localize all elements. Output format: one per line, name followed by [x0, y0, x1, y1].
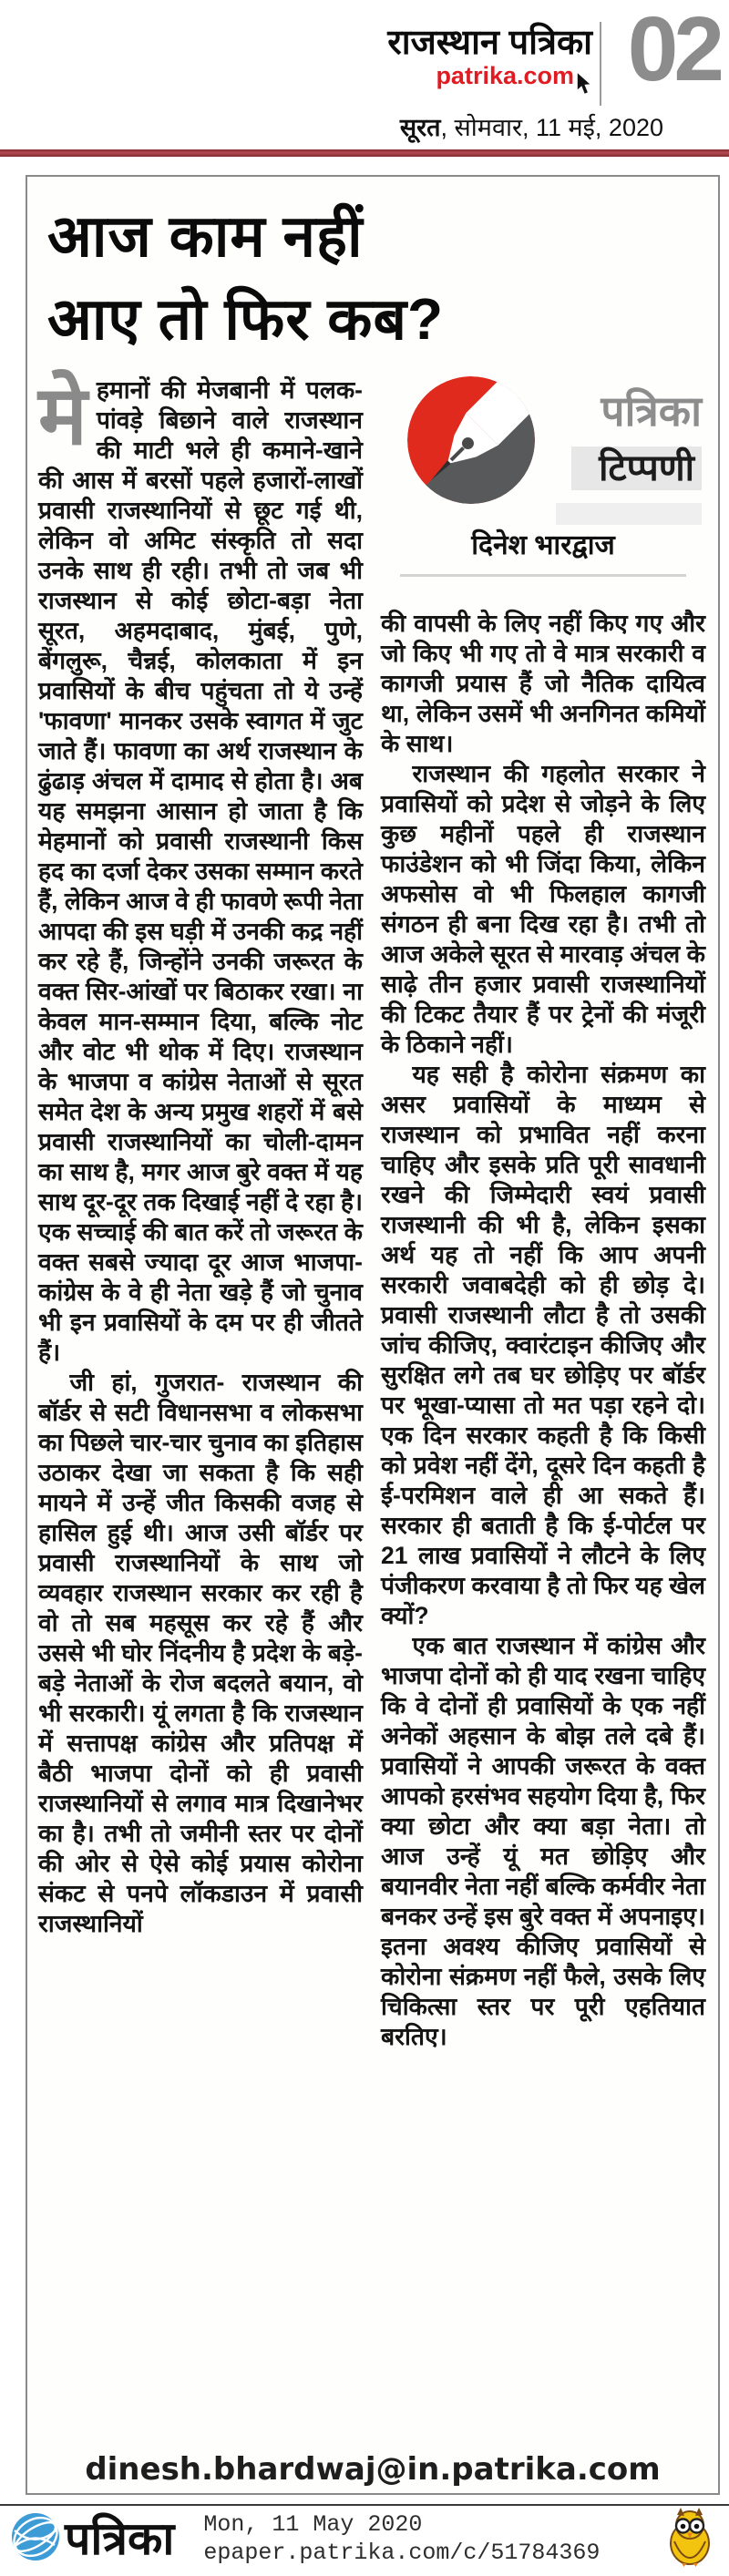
masthead-title: राजस्थान पत्रिका	[387, 24, 592, 62]
pen-nib-logo-icon	[406, 375, 536, 512]
article-headline	[47, 195, 705, 361]
footer-bar	[0, 2506, 729, 2571]
red-divider-rule	[0, 149, 729, 157]
kicker-label: टिप्पणी	[571, 446, 702, 490]
footer-brand-text: पत्रिका	[65, 2513, 175, 2564]
article-box	[26, 175, 720, 2495]
paragraph: राजस्थान की गहलोत सरकार ने प्रवासियों को प्रदेश से जोड़ने के लिए कुछ महीनों पहले ही राजस्थान फाउंडेशन को भी जिंदा किया, लेकिन अफसोस वो भी फिलहाल कागजी संगठन ही बना दिख रहा है। तभी तो आज अकेले सूरत से मारवाड़ अंचल के साढ़े तीन हजार प्रवासी राजस्थानियों की टिकट तैयार हैं पर ट्रेनों की मंजूरी के ठिकाने नहीं।	[381, 759, 705, 1058]
headline-line-2: आए तो फिर कब?	[47, 285, 445, 352]
kicker-brand: पत्रिका	[601, 386, 702, 435]
kicker-highlight-band	[556, 503, 702, 525]
footer-logo	[11, 2512, 174, 2566]
globe-icon	[11, 2512, 60, 2566]
article-columns	[38, 370, 705, 2052]
owl-mascot-icon	[663, 2507, 716, 2571]
nameplate	[387, 26, 592, 99]
dateline-rest: , सोमवार, 11 मई, 2020	[440, 114, 663, 141]
article-column-2	[381, 375, 705, 2052]
column-kicker	[381, 375, 705, 601]
paragraph: यह सही है कोरोना संक्रमण का असर प्रवासियों के माध्यम से राजस्थान को प्रभावित नहीं करना चाहिए और इसके प्रति पूरी सावधानी रखने की जिम्मेदारी स्वयं प्रवासी राजस्थानी की भी है, लेकिन इसका अर्थ यह तो नहीं कि आप अपनी सरकारी जवाबदेही को ही छोड़ दे। प्रवासी राजस्थानी लौटा है तो उसकी जांच कीजिए, क्वारंटाइन कीजिए और सुरक्षित लगे तब घर छोड़िए पर बॉर्डर पर भूखा-प्यासा तो मत पड़ा रहने दो। एक दिन सरकार कहती है कि किसी को प्रवेश नहीं देंगे, दूसरे दिन कहती है ई-परमिशन वाले ही आ सकते हैं। सरकार ही बताती है कि ई-पोर्टल पर 21 लाख प्रवासियों ने लौटने के लिए पंजीकरण करवाया है तो फिर यह खेल क्यों?	[381, 1060, 705, 1629]
dateline	[400, 109, 663, 143]
article-column-1	[38, 370, 363, 2052]
drop-cap: मे	[38, 370, 87, 462]
paragraph: एक बात राजस्थान में कांग्रेस और भाजपा दोनों को ही याद रखना चाहिए कि वे दोनों ही प्रवासियों के एक नहीं अनेकों अहसान के बोझ तले दबे हैं। प्रवासियों ने आपकी जरूरत के वक्त आपको हरसंभव सहयोग दिया है, फिर क्या छोटा और क्या बड़ा नेता। तो आज उन्हें यूं मत छोड़िए और बयानवीर नेता नहीं बल्कि कर्मवीर नेता बनकर उन्हें इस बुरे वक्त में अपनाइए। इतना अवश्य कीजिए प्रवासियों से कोरोना संक्रमण नहीं फैले, उसके लिए चिकित्सा स्तर पर पूरी एहतियात बरतिए।	[381, 1631, 705, 2050]
footer-meta	[203, 2510, 600, 2567]
byline-rule	[400, 574, 685, 577]
headline-line-1: आज काम नहीं	[47, 203, 364, 269]
page-number: 02	[627, 0, 720, 100]
footer-date: Mon, 11 May 2020	[203, 2511, 423, 2538]
mouse-cursor-arrow-icon	[576, 73, 592, 99]
dateline-city: सूरत	[399, 114, 441, 141]
footer-epaper-url[interactable]: epaper.patrika.com/c/51784369	[203, 2540, 601, 2566]
paragraph-text: हमानों की मेजबानी में पलक-पांवड़े बिछाने वाले राजस्थान की माटी भले ही कमाने-खाने की आस में बरसों पहले हजारों-लाखों प्रवासी राजस्थानियों से छूट गई थी, लेकिन वो अमिट संस्कृति तो सदा उनके साथ ही रही। तभी तो जब भी राजस्थान से कोई छोटा-बड़ा नेता सूरत, अहमदाबाद, मुंबई, पुणे, बेंगलुरू, चैन्नई, कोलकाता में इन प्रवासियों के बीच पहुंचता तो ये उन्हें 'फावणा' मानकर उसके स्वागत में जुट जाते हैं। फावणा का अर्थ राजस्थान के ढुंढाड़ अंचल में दामाद से होता है। अब यह समझना आसान हो जाता है कि मेहमानों को प्रवासी राजस्थानी किस हद का दर्जा देकर उसका सम्मान करते हैं, लेकिन आज वे ही फावणे रूपी नेता आपदा की इस घड़ी में उनकी कद्र नहीं कर रहे हैं, जिन्होंने उनकी जरूरत के वक्त सिर-आंखों पर बिठाकर रखा। ना केवल मान-सम्मान दिया, बल्कि नोट और वोट भी थोक में दिए। राजस्थान के भाजपा व कांग्रेस नेताओं से सूरत समेत देश के अन्य प्रमुख शहरों में बसे प्रवासी राजस्थानियों का चोली-दामन का साथ है, मगर आज बुरे वक्त में यह साथ दूर-दूर तक दिखाई नहीं दे रहा है। एक सच्चाई की बात करें तो जरूरत के वक्त सबसे ज्यादा दूर आज भाजपा-कांग्रेस के वे ही नेता खड़े हैं जो चुनाव भी इन प्रवासियों के दम पर ही जीतते हैं।	[38, 375, 363, 1366]
author-email-link[interactable]: dinesh.bhardwaj@in.patrika.com	[85, 2451, 661, 2488]
paragraph: जी हां, गुजरात- राजस्थान की बॉर्डर से सटी विधानसभा व लोकसभा का पिछले चार-चार चुनाव का इतिहास उठाकर देखा जा सकता है कि सही मायने में उन्हें जीत किसकी वजह से हासिल हुई थी। आज उसी बॉर्डर पर प्रवासी राजस्थानियों के साथ जो व्यवहार राजस्थान सरकार कर रही है वो तो सब महसूस कर रहे हैं और उससे भी घोर निंदनीय है प्रदेश के बड़े-बड़े नेताओं के रोज बदलते बयान, वो भी सरकारी। यूं लगता है कि राजस्थान में सत्तापक्ष कांग्रेस और प्रतिपक्ष में बैठी भाजपा दोनों को ही प्रवासी राजस्थानियों से लगाव मात्र दिखानेभर का है। तभी तो जमीनी स्तर पर दोनों की ओर से ऐसे कोई प्रयास कोरोना संकट से पनपे लॉकडाउन में प्रवासी राजस्थानियों	[38, 1368, 363, 1937]
patrika-com-link[interactable]: patrika.com	[436, 61, 574, 89]
header-divider	[600, 22, 601, 106]
author-byline: दिनेश भारद्वाज	[471, 529, 615, 560]
paragraph: की वापसी के लिए नहीं किए गए और जो किए भी गए तो वे मात्र सरकारी व कागजी प्रयास हैं जो नैतिक दायित्व था, लेकिन उसमें भी अनगिनत कमियों के साथ।	[381, 609, 705, 757]
page-header	[0, 0, 729, 149]
paragraph	[38, 370, 363, 1368]
